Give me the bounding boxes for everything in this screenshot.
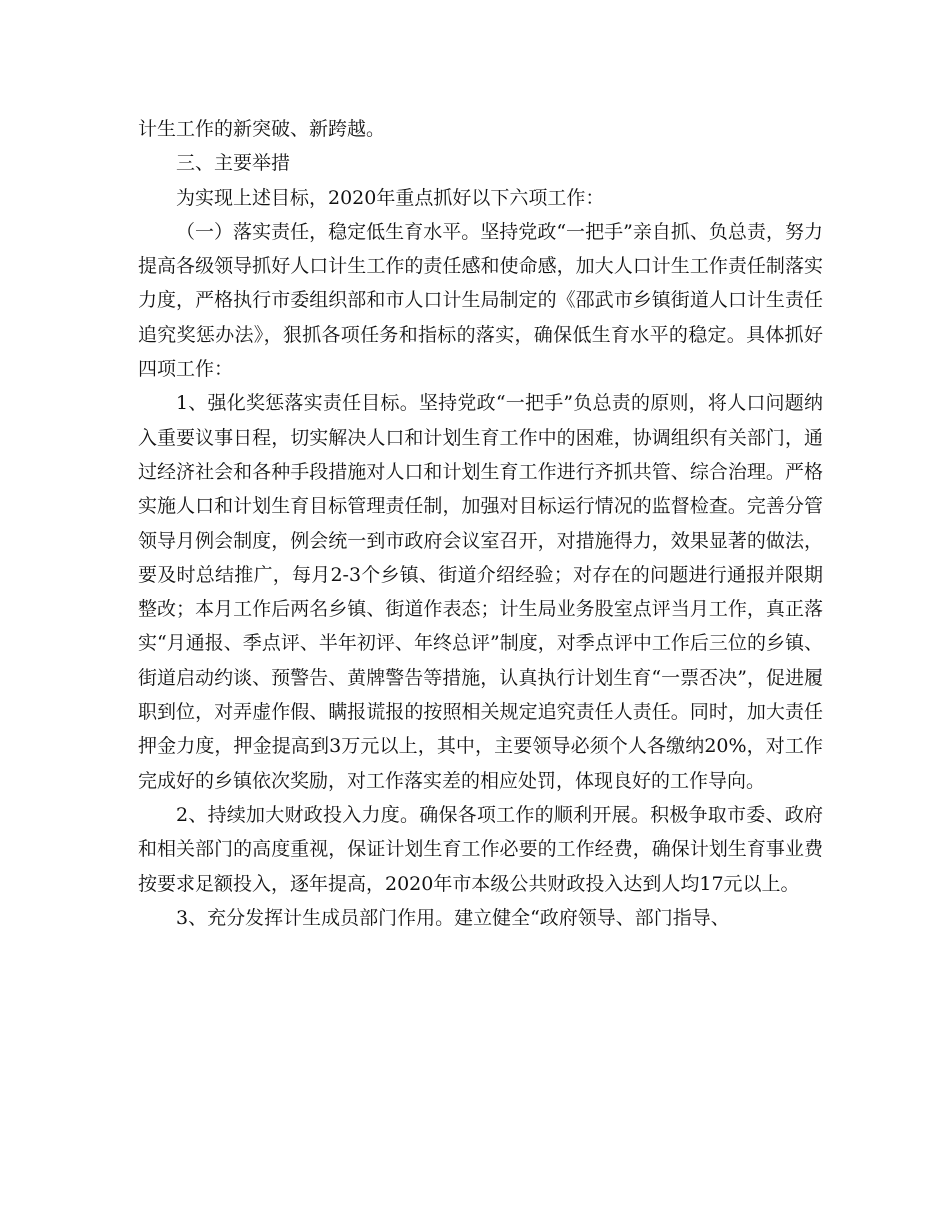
paragraph-subitem-2: 2、持续加大财政投入力度。确保各项工作的顺利开展。积极争取市委、政府和相关部门的高度重视，保证计划生育工作必要的工作经费，确保计划生育事业费按要求足额投入，逐年提高，2020年市本级公共财政投入达到人均17元以上。 [138,803,823,895]
paragraph-item-one: （一）落实责任，稳定低生育水平。坚持党政“一把手”亲自抓、负总责，努力提高各级领导抓好人口计生工作的责任感和使命感，加大人口计生工作责任制落实力度，严格执行市委组织部和市人口计生局制定的《邵武市乡镇街道人口计生责任追究奖惩办法》，狠抓各项任务和指标的落实，确保低生育水平的稳定。具体抓好四项工作： [138,220,823,381]
paragraph-subitem-3: 3、充分发挥计生成员部门作用。建立健全“政府领导、部门指导、 [176,906,730,929]
paragraph-continuation: 计生工作的新突破、新跨越。 [138,118,386,140]
paragraph-subitem-1: 1、强化奖惩落实责任目标。坚持党政“一把手”负总责的原则，将人口问题纳入重要议事日程，切实解决人口和计划生育工作中的困难，协调组织有关部门，通过经济社会和各种手段措施对人口和计划生育工作进行齐抓共管、综合治理。严格实施人口和计划生育目标管理责任制，加强对目标运行情况的监督检查。完善分管领导月例会制度，例会统一到市政府会议室召开，对措施得力，效果显著的做法，要及时总结推广，每月2-3个乡镇、街道介绍经验；对存在的问题进行通报并限期整改；本月工作后两名乡镇、街道作表态；计生局业务股室点评当月工作，真正落实“月通报、季点评、半年初评、年终总评”制度，对季点评中工作后三位的乡镇、街道启动约谈、预警告、黄牌警告等措施，认真执行计划生育“一票否决”，促进履职到位，对弄虚作假、瞒报谎报的按照相关规定追究责任人责任。同时，加大责任押金力度，押金提高到3万元以上，其中，主要领导必须个人各缴纳20%，对工作完成好的乡镇依次奖励，对工作落实差的相应处罚，体现良好的工作导向。 [138,392,823,792]
section-heading: 三、主要举措 [176,152,291,175]
document-body [138,112,823,935]
paragraph-intro: 为实现上述目标，2020年重点抓好以下六项工作： [176,186,605,209]
